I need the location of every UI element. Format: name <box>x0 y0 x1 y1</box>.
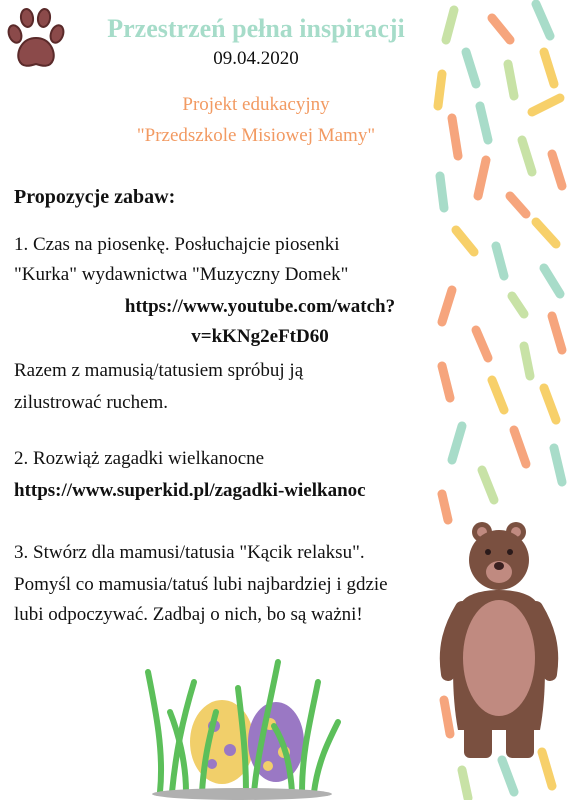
item3-line1: 3. Stwórz dla mamusi/tatusia "Kącik relaksu". <box>14 542 365 563</box>
project-subtitle: Projekt edukacyjny <box>182 94 330 115</box>
date-label: 09.04.2020 <box>213 48 299 69</box>
youtube-link-part2[interactable]: v=kKNg2eFtD60 <box>191 326 329 347</box>
item2-line1: 2. Rozwiąż zagadki wielkanocne <box>14 448 265 469</box>
bear-illustration <box>432 518 568 758</box>
youtube-link-part1[interactable]: https://www.youtube.com/watch? <box>124 296 396 317</box>
section-heading: Propozycje zabaw: <box>14 186 176 208</box>
page-title: Przestrzeń pełna inspiracji <box>107 14 405 43</box>
item1-line2: "Kurka" wydawnictwa "Muzyczny Domek" <box>14 264 349 285</box>
item1-line1: 1. Czas na piosenkę. Posłuchajcie piosenki <box>14 234 340 255</box>
easter-eggs-grass <box>142 652 342 800</box>
item3-line2: Pomyśl co mamusia/tatuś lubi najbardziej i gdzie <box>14 574 388 595</box>
project-name: "Przedszkole Misiowej Mamy" <box>136 125 376 146</box>
item1-line3: Razem z mamusią/tatusiem spróbuj ją <box>14 360 304 381</box>
item3-line3: lubi odpoczywać. Zadbaj o nich, bo są ważni! <box>14 604 363 625</box>
item1-line4: zilustrować ruchem. <box>14 392 169 413</box>
superkid-link[interactable]: https://www.superkid.pl/zagadki-wielkanoc <box>14 480 366 501</box>
